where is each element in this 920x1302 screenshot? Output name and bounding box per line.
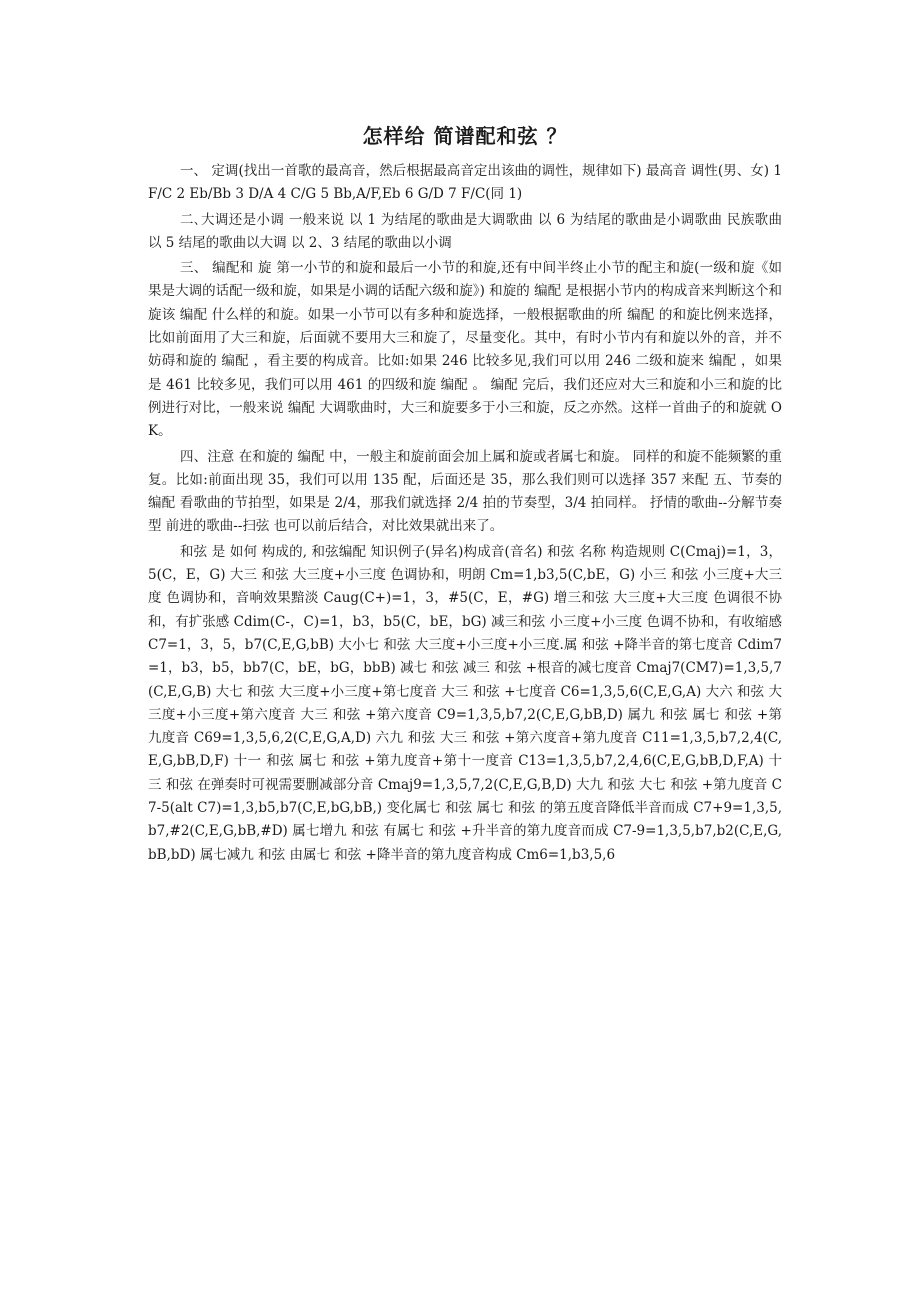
paragraph-major-minor: 二､大调还是小调 一般来说 以 1 为结尾的歌曲是大调歌曲 以 6 为结尾的歌曲是小调歌曲 民族歌曲 以 5 结尾的歌曲以大调 以 2、3 结尾的歌曲以小调 xyxy=(148,211,782,251)
paragraph-chord-arrangement: 三、 编配和 旋 第一小节的和旋和最后一小节的和旋,还有中间半终止小节的配主和旋(一级和旋《如果是大调的话配一级和旋，如果是小调的话配六级和旋》) 和旋的 编配 是根据小节内的构成音来判断这个和旋该 编配 什么样的和旋。如果一小节可以有多种和旋选择，一般根据歌曲的所 编配 的和旋比例来选择，比如前面用了大三和旋，后面就不要用大三和旋了，尽量变化。其中，有时小节内有和旋以外的音，并不妨碍和旋的 编配 ，看主要的构成音。比如:如果 246 比较多见,我们可以用 246 二级和旋来 编配 ，如果是 461 比较多见，我们可以用 461 的四级和旋 编配 。 编配 完后，我们还应对大三和旋和小三和旋的比例进行对比，一般来说 编配 大调歌曲时，大三和旋要多于小三和旋，反之亦然。这样一首曲子的和旋就 OK。 xyxy=(148,260,782,440)
paragraph-notes-rhythm: 四、注意 在和旋的 编配 中，一般主和旋前面会加上属和旋或者属七和旋。 同样的和旋不能频繁的重复。比如:前面出现 35，我们可以用 135 配，后面还是 35，那么我们则可以选择 357 来配 五、节奏的 编配 看歌曲的节拍型，如果是 2/4，那我们就选择 2/4 拍的节奏型，3/4 拍同样。 抒情的歌曲--分解节奏型 前进的歌曲--扫弦 也可以前后结合，对比效果就出来了。 xyxy=(148,448,782,535)
document-title: 怎样给 简谱配和弦 ？ xyxy=(362,124,568,148)
paragraph-chord-construction: 和弦 是 如何 构成的, 和弦编配 知识例子(异名)构成音(音名) 和弦 名称 构造规则 C(Cmaj)=1，3，5(C，E，G) 大三 和弦 大三度+小三度 色调协和，明朗 Cm=1,b3,5(C,bE，G) 小三 和弦 小三度+大三度 色调协和，音响效果黯淡 Caug(C+)=1，3，#5(C，E，#G) 增三和弦 大三度+大三度 色调很不协和，有扩张感 Cdim(C-，C)=1，b3，b5(C，bE，bG) 减三和弦 小三度+小三度 色调不协和，有收缩感 C7=1，3，5，b7(C,E,G,bB) 大小七 和弦 大三度+小三度+小三度.属 和弦 +降半音的第七度音 Cdim7=1，b3，b5，bb7(C，bE，bG，bbB) 减七 和弦 减三 和弦 +根音的减七度音 Cmaj7(CM7)=1,3,5,7(C,E,G,B) 大七 和弦 大三度+小三度+第七度音 大三 和弦 +七度音 C6=1,3,5,6(C,E,G,A) 大六 和弦 大三度+小三度+第六度音 大三 和弦 +第六度音 C9=1,3,5,b7,2(C,E,G,bB,D) 属九 和弦 属七 和弦 +第九度音 C69=1,3,5,6,2(C,E,G,A,D) 六九 和弦 大三 和弦 +第六度音+第九度音 C11=1,3,5,b7,2,4(C,E,G,bB,D,F) 十一 和弦 属七 和弦 +第九度音+第十一度音 C13=1,3,5,b7,2,4,6(C,E,G,bB,D,F,A) 十三 和弦 在弹奏时可视需要删减部分音 Cmaj9=1,3,5,7,2(C,E,G,B,D) 大九 和弦 大七 和弦 +第九度音 C7-5(alt C7)=1,3,b5,b7(C,E,bG,bB,) 变化属七 和弦 属七 和弦 的第五度音降低半音而成 C7+9=1,3,5,b7,#2(C,E,G,bB,#D) 属七增九 和弦 有属七 和弦 +升半音的第九度音而成 C7-9=1,3,5,b7,b2(C,E,G,bB,bD) 属七减九 和弦 由属七 和弦 +降半音的第九度音构成 Cm6=1,b3,5,6 xyxy=(148,543,782,863)
document-body xyxy=(148,160,782,869)
paragraph-key-selection: 一、 定调(找出一首歌的最高音，然后根据最高音定出该曲的调性，规律如下) 最高音 调性(男、女) 1 F/C 2 Eb/Bb 3 D/A 4 C/G 5 Bb,A/F,Eb 6 G/D 7 F/C(同 1) xyxy=(148,163,782,203)
